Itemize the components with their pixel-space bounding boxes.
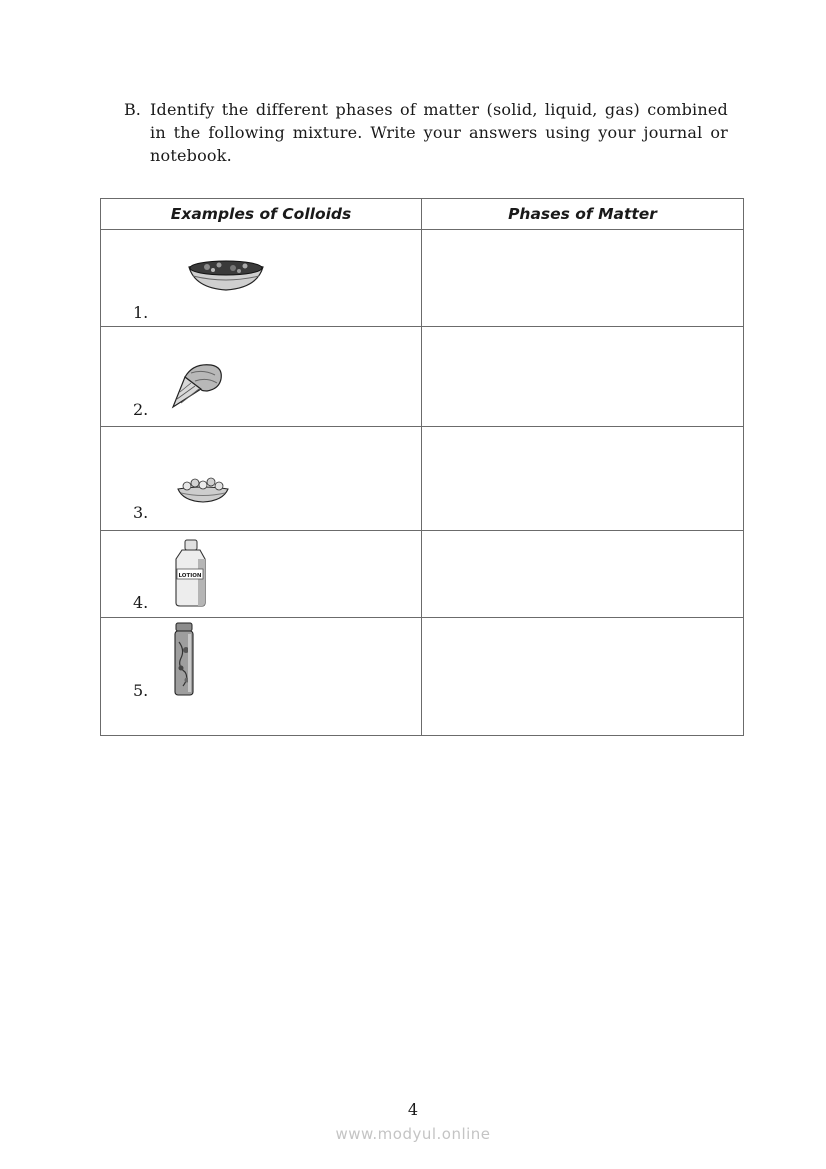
answer-cell: [422, 618, 744, 736]
item-number: 5.: [133, 681, 149, 700]
lotion-bottle-icon: [172, 539, 212, 607]
example-cell: [101, 327, 422, 427]
example-cell: [101, 618, 422, 736]
answer-cell: [422, 230, 744, 327]
instruction-block: [124, 98, 728, 167]
example-cell: [101, 531, 422, 618]
item-number: 4.: [133, 593, 149, 612]
spray-can-icon: [173, 622, 195, 698]
table-header-row: [101, 199, 744, 230]
answer-cell: [422, 427, 744, 531]
instruction-text: Identify the different phases of matter (solid, liquid, gas) combined in the following mixture. Write your answers using your journal or notebook.: [150, 100, 728, 165]
table-row: [101, 327, 744, 427]
salad-bowl-icon: [187, 258, 265, 292]
answer-cell: [422, 531, 744, 618]
table-row: [101, 531, 744, 618]
table-row: [101, 230, 744, 327]
ice-cream-cone-icon: [171, 359, 225, 411]
table-row: [101, 427, 744, 531]
header-phases: Phases of Matter: [422, 199, 744, 230]
section-letter: B.: [124, 100, 141, 119]
item-number: 3.: [133, 503, 149, 522]
item-number: 2.: [133, 400, 149, 419]
page-number: 4: [407, 1100, 419, 1119]
bowl-of-food-icon: [177, 477, 229, 503]
answer-cell: [422, 327, 744, 427]
header-examples: Examples of Colloids: [101, 199, 422, 230]
colloids-table: [100, 198, 744, 736]
item-number: 1.: [133, 303, 149, 322]
watermark-url: www.modyul.online: [335, 1125, 491, 1143]
table-row: [101, 618, 744, 736]
lotion-label: LOTION: [178, 573, 202, 579]
example-cell: [101, 427, 422, 531]
example-cell: [101, 230, 422, 327]
